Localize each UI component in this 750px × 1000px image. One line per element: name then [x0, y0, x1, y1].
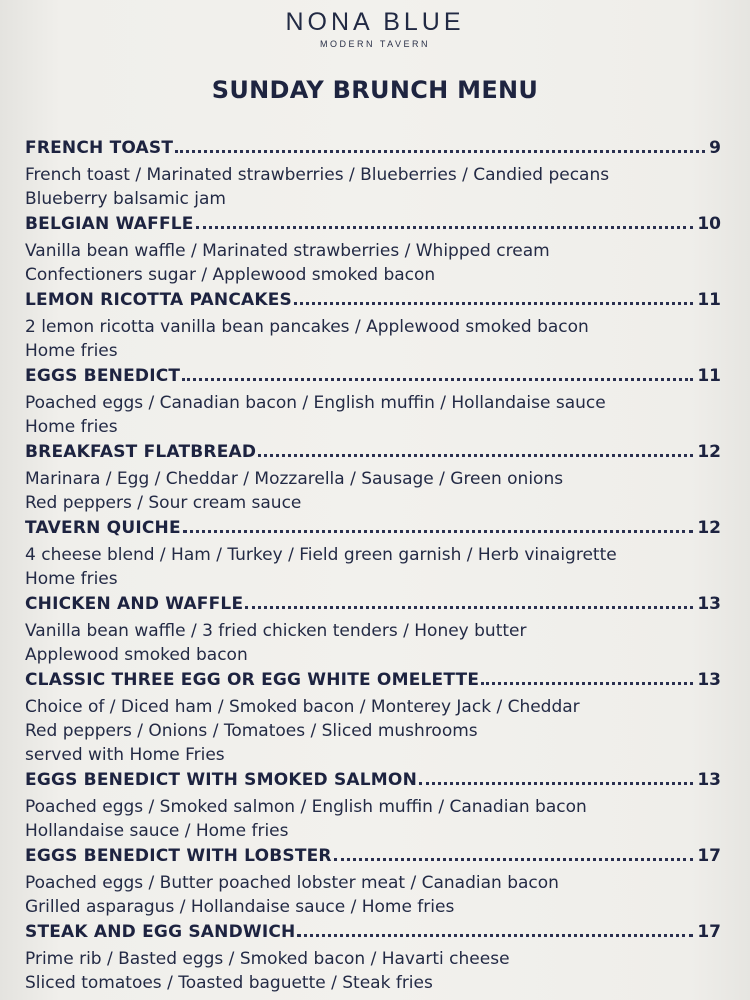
menu-item-description: Poached eggs / Smoked salmon / English muffin / Canadian bacon	[25, 797, 587, 817]
dot-leader	[183, 529, 694, 533]
menu-item-list	[25, 138, 721, 998]
menu-item-price: 12	[697, 442, 721, 462]
menu-item-name: CHICKEN AND WAFFLE	[25, 594, 244, 614]
menu-item-description: Choice of / Diced ham / Smoked bacon / Monterey Jack / Cheddar	[25, 697, 580, 717]
menu-item	[25, 770, 721, 843]
menu-item-name: EGGS BENEDICT WITH LOBSTER	[25, 846, 332, 866]
menu-item-name: CLASSIC THREE EGG OR EGG WHITE OMELETTE	[25, 670, 480, 690]
menu-item	[25, 138, 721, 211]
menu-item-header	[25, 442, 721, 467]
menu-item-price: 11	[697, 366, 721, 386]
menu-item-price: 17	[697, 922, 721, 942]
menu-item-description: 2 lemon ricotta vanilla bean pancakes / Applewood smoked bacon	[25, 317, 589, 337]
menu-item-header	[25, 366, 721, 391]
menu-item	[25, 290, 721, 363]
menu-item-price: 11	[697, 290, 721, 310]
menu-item-description: Marinara / Egg / Cheddar / Mozzarella / Sausage / Green onions	[25, 469, 564, 489]
menu-item-description: Grilled asparagus / Hollandaise sauce / Home fries	[25, 897, 455, 917]
menu-item-header	[25, 846, 721, 871]
menu-item-header	[25, 922, 721, 947]
menu-item-description: Poached eggs / Butter poached lobster meat / Canadian bacon	[25, 873, 559, 893]
menu-item-price: 17	[697, 846, 721, 866]
menu-item-description: Home fries	[25, 417, 118, 437]
menu-item	[25, 594, 721, 667]
menu-item-header	[25, 770, 721, 795]
menu-item-name: EGGS BENEDICT	[25, 366, 181, 386]
dot-leader	[294, 301, 693, 305]
menu-item-price: 9	[709, 138, 721, 158]
dot-leader	[182, 377, 693, 381]
menu-item-price: 13	[697, 670, 721, 690]
menu-item-name: BELGIAN WAFFLE	[25, 214, 194, 234]
menu-item-description: Red peppers / Onions / Tomatoes / Sliced mushrooms	[25, 721, 478, 741]
menu-item	[25, 214, 721, 287]
menu-item-name: EGGS BENEDICT WITH SMOKED SALMON	[25, 770, 417, 790]
menu-item-description: Applewood smoked bacon	[25, 645, 248, 665]
menu-item-description: Sliced tomatoes / Toasted baguette / Steak fries	[25, 973, 433, 993]
menu-item-name: LEMON RICOTTA PANCAKES	[25, 290, 292, 310]
menu-item-header	[25, 290, 721, 315]
restaurant-brand	[0, 8, 750, 49]
menu-title: SUNDAY BRUNCH MENU	[211, 76, 539, 104]
menu-item-description: served with Home Fries	[25, 745, 225, 765]
dot-leader	[419, 781, 693, 785]
menu-item-price: 13	[697, 594, 721, 614]
dot-leader	[258, 453, 693, 457]
menu-item	[25, 846, 721, 919]
menu-item-description: French toast / Marinated strawberries / Blueberries / Candied pecans	[25, 165, 610, 185]
menu-item-header	[25, 670, 721, 695]
restaurant-name: NONA BLUE	[285, 8, 465, 36]
dot-leader	[481, 681, 693, 685]
menu-item	[25, 518, 721, 591]
menu-item-price: 10	[697, 214, 721, 234]
menu-item-description: Confectioners sugar / Applewood smoked bacon	[25, 265, 436, 285]
menu-item-description: Red peppers / Sour cream sauce	[25, 493, 302, 513]
restaurant-subtitle: MODERN TAVERN	[319, 39, 430, 49]
menu-item-header	[25, 594, 721, 619]
dot-leader	[196, 225, 694, 229]
menu-item-name: BREAKFAST FLATBREAD	[25, 442, 257, 462]
menu-item-description: Poached eggs / Canadian bacon / English muffin / Hollandaise sauce	[25, 393, 606, 413]
menu-item-price: 12	[697, 518, 721, 538]
dot-leader	[175, 149, 705, 153]
menu-item-description: Vanilla bean waffle / 3 fried chicken tenders / Honey butter	[25, 621, 527, 641]
menu-item-name: TAVERN QUICHE	[25, 518, 181, 538]
menu-item-description: Home fries	[25, 341, 118, 361]
menu-item-description: Vanilla bean waffle / Marinated strawberries / Whipped cream	[25, 241, 550, 261]
menu-item-description: 4 cheese blend / Ham / Turkey / Field green garnish / Herb vinaigrette	[25, 545, 617, 565]
menu-item-name: FRENCH TOAST	[25, 138, 174, 158]
menu-item-header	[25, 138, 721, 163]
menu-item	[25, 670, 721, 767]
menu-item	[25, 922, 721, 995]
dot-leader	[334, 857, 694, 861]
dot-leader	[245, 605, 693, 609]
menu-item-name: STEAK AND EGG SANDWICH	[25, 922, 296, 942]
menu-item-header	[25, 518, 721, 543]
menu-item-description: Prime rib / Basted eggs / Smoked bacon / Havarti cheese	[25, 949, 510, 969]
dot-leader	[297, 933, 693, 937]
menu-item-description: Hollandaise sauce / Home fries	[25, 821, 289, 841]
menu-item-price: 13	[697, 770, 721, 790]
menu-item-description: Home fries	[25, 569, 118, 589]
menu-item	[25, 366, 721, 439]
menu-item-description: Blueberry balsamic jam	[25, 189, 226, 209]
menu-item-header	[25, 214, 721, 239]
menu-item	[25, 442, 721, 515]
